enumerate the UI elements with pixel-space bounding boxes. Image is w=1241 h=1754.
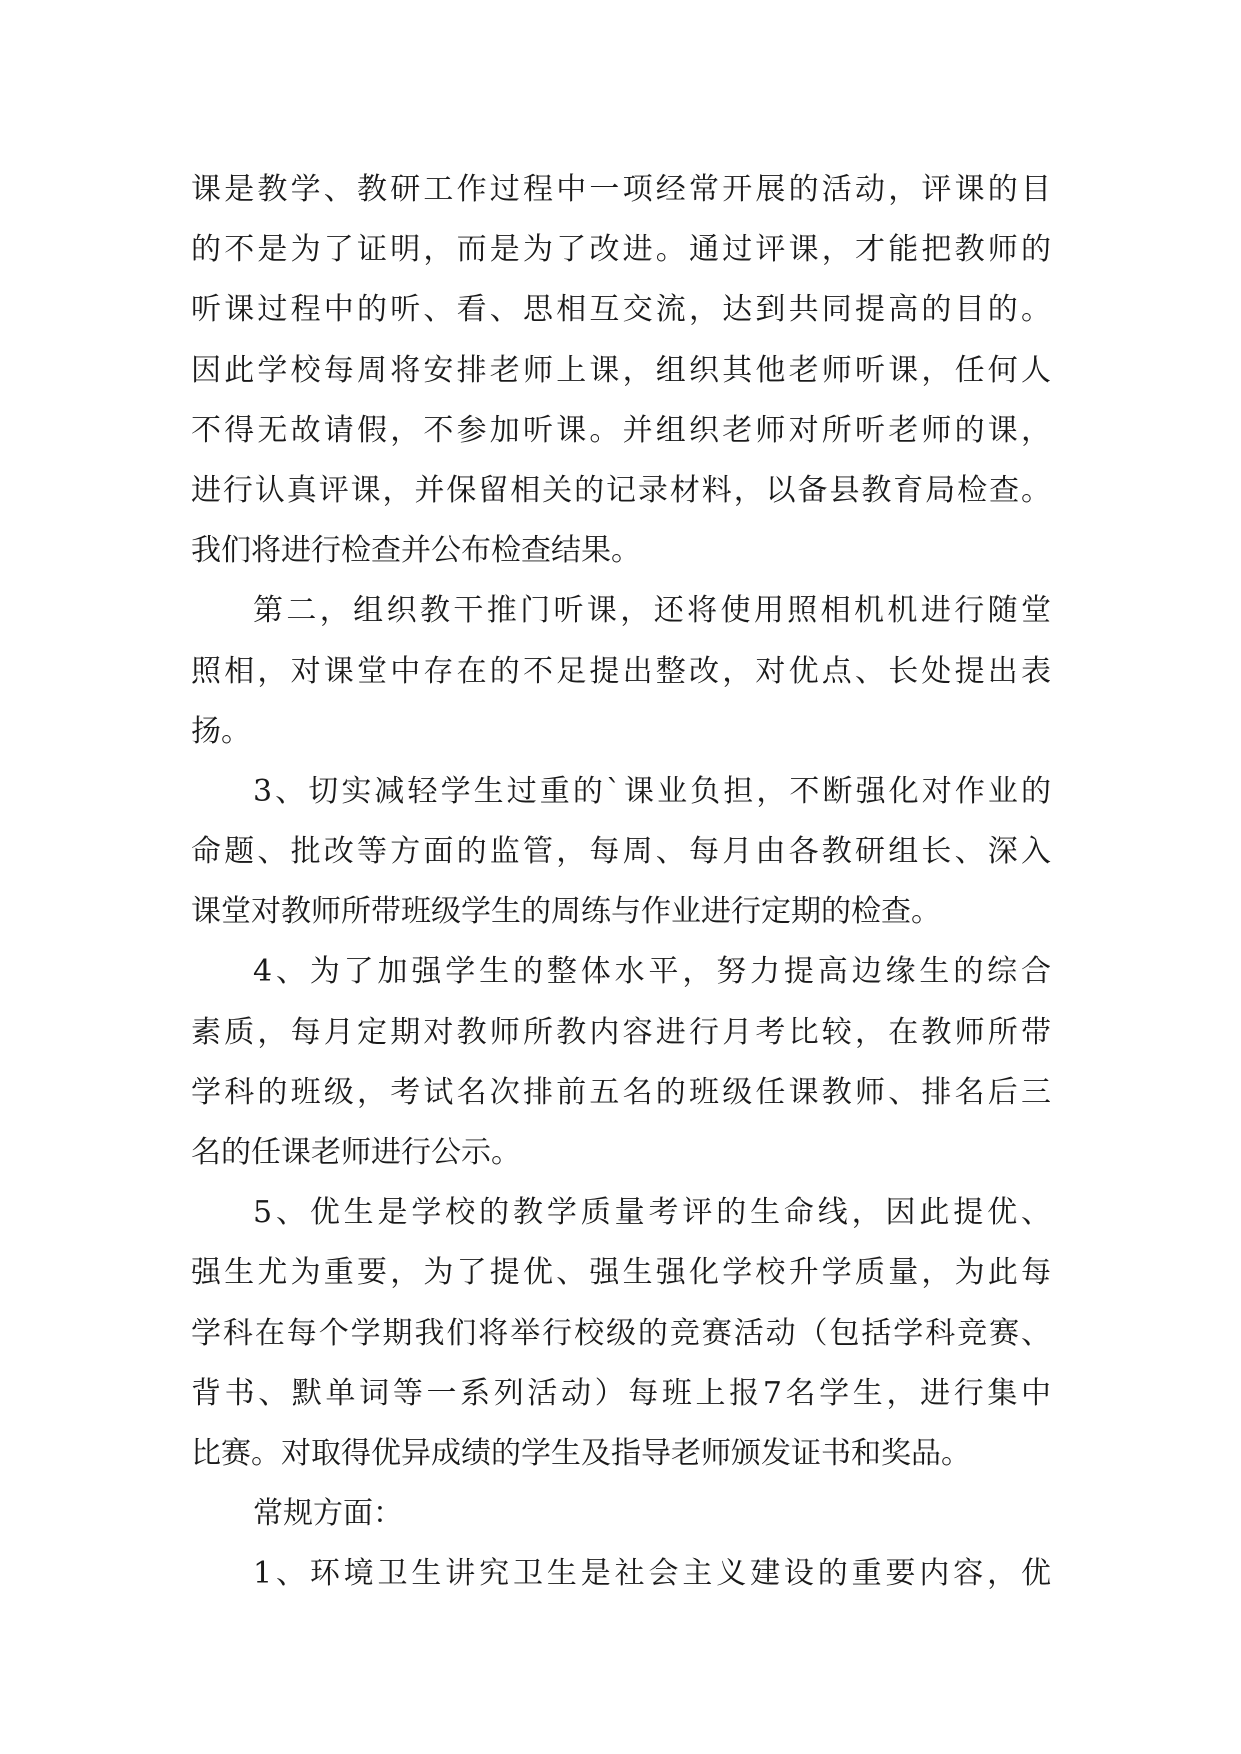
document-body — [191, 160, 1051, 1605]
paragraph-start-line: 3、切实减轻学生过重的`课业负担，不断强化对作业的 — [253, 773, 1051, 809]
text-line: 进行认真评课，并保留相关的记录材料，以备县教育局检查。 — [191, 472, 1051, 508]
text-line: 强生尤为重要，为了提优、强生强化学校升学质量，为此每 — [191, 1255, 1051, 1291]
text-line: 扬。 — [191, 713, 251, 749]
text-line: 课是教学、教研工作过程中一项经常开展的活动，评课的目 — [191, 172, 1051, 207]
paragraph-start-line: 1、环境卫生讲究卫生是社会主义建设的重要内容，优 — [253, 1556, 1051, 1592]
text-line: 命题、批改等方面的监管，每周、每月由各教研组长、深入 — [191, 834, 1051, 870]
text-line: 不得无故请假，不参加听课。并组织老师对所听老师的课， — [191, 412, 1051, 448]
text-line: 学科在每个学期我们将举行校级的竞赛活动（包括学科竞赛、 — [191, 1315, 1051, 1351]
text-line: 课堂对教师所带班级学生的周练与作业进行定期的检查。 — [191, 894, 941, 930]
paragraph-start-line: 第二，组织教干推门听课，还将使用照相机机进行随堂 — [253, 593, 1051, 629]
text-line: 我们将进行检查并公布检查结果。 — [191, 533, 641, 569]
paragraph-start-line: 4、为了加强学生的整体水平，努力提高边缘生的综合 — [253, 954, 1051, 990]
text-line: 比赛。对取得优异成绩的学生及指导老师颁发证书和奖品。 — [191, 1435, 971, 1471]
text-line: 素质，每月定期对教师所教内容进行月考比较，在教师所带 — [191, 1014, 1051, 1050]
section-heading-line: 常规方面： — [253, 1496, 403, 1532]
paragraph-start-line: 5、优生是学校的教学质量考评的生命线，因此提优、 — [253, 1195, 1051, 1231]
text-line: 的不是为了证明，而是为了改进。通过评课，才能把教师的 — [191, 232, 1051, 268]
text-line: 名的任课老师进行公示。 — [191, 1135, 521, 1170]
text-line: 学科的班级，考试名次排前五名的班级任课教师、排名后三 — [191, 1074, 1051, 1110]
text-line: 因此学校每周将安排老师上课，组织其他老师听课，任何人 — [191, 352, 1051, 388]
text-line: 听课过程中的听、看、思相互交流，达到共同提高的目的。 — [191, 292, 1051, 328]
text-line: 背书、默单词等一系列活动）每班上报7名学生，进行集中 — [191, 1375, 1051, 1411]
text-line: 照相，对课堂中存在的不足提出整改，对优点、长处提出表 — [191, 653, 1051, 689]
